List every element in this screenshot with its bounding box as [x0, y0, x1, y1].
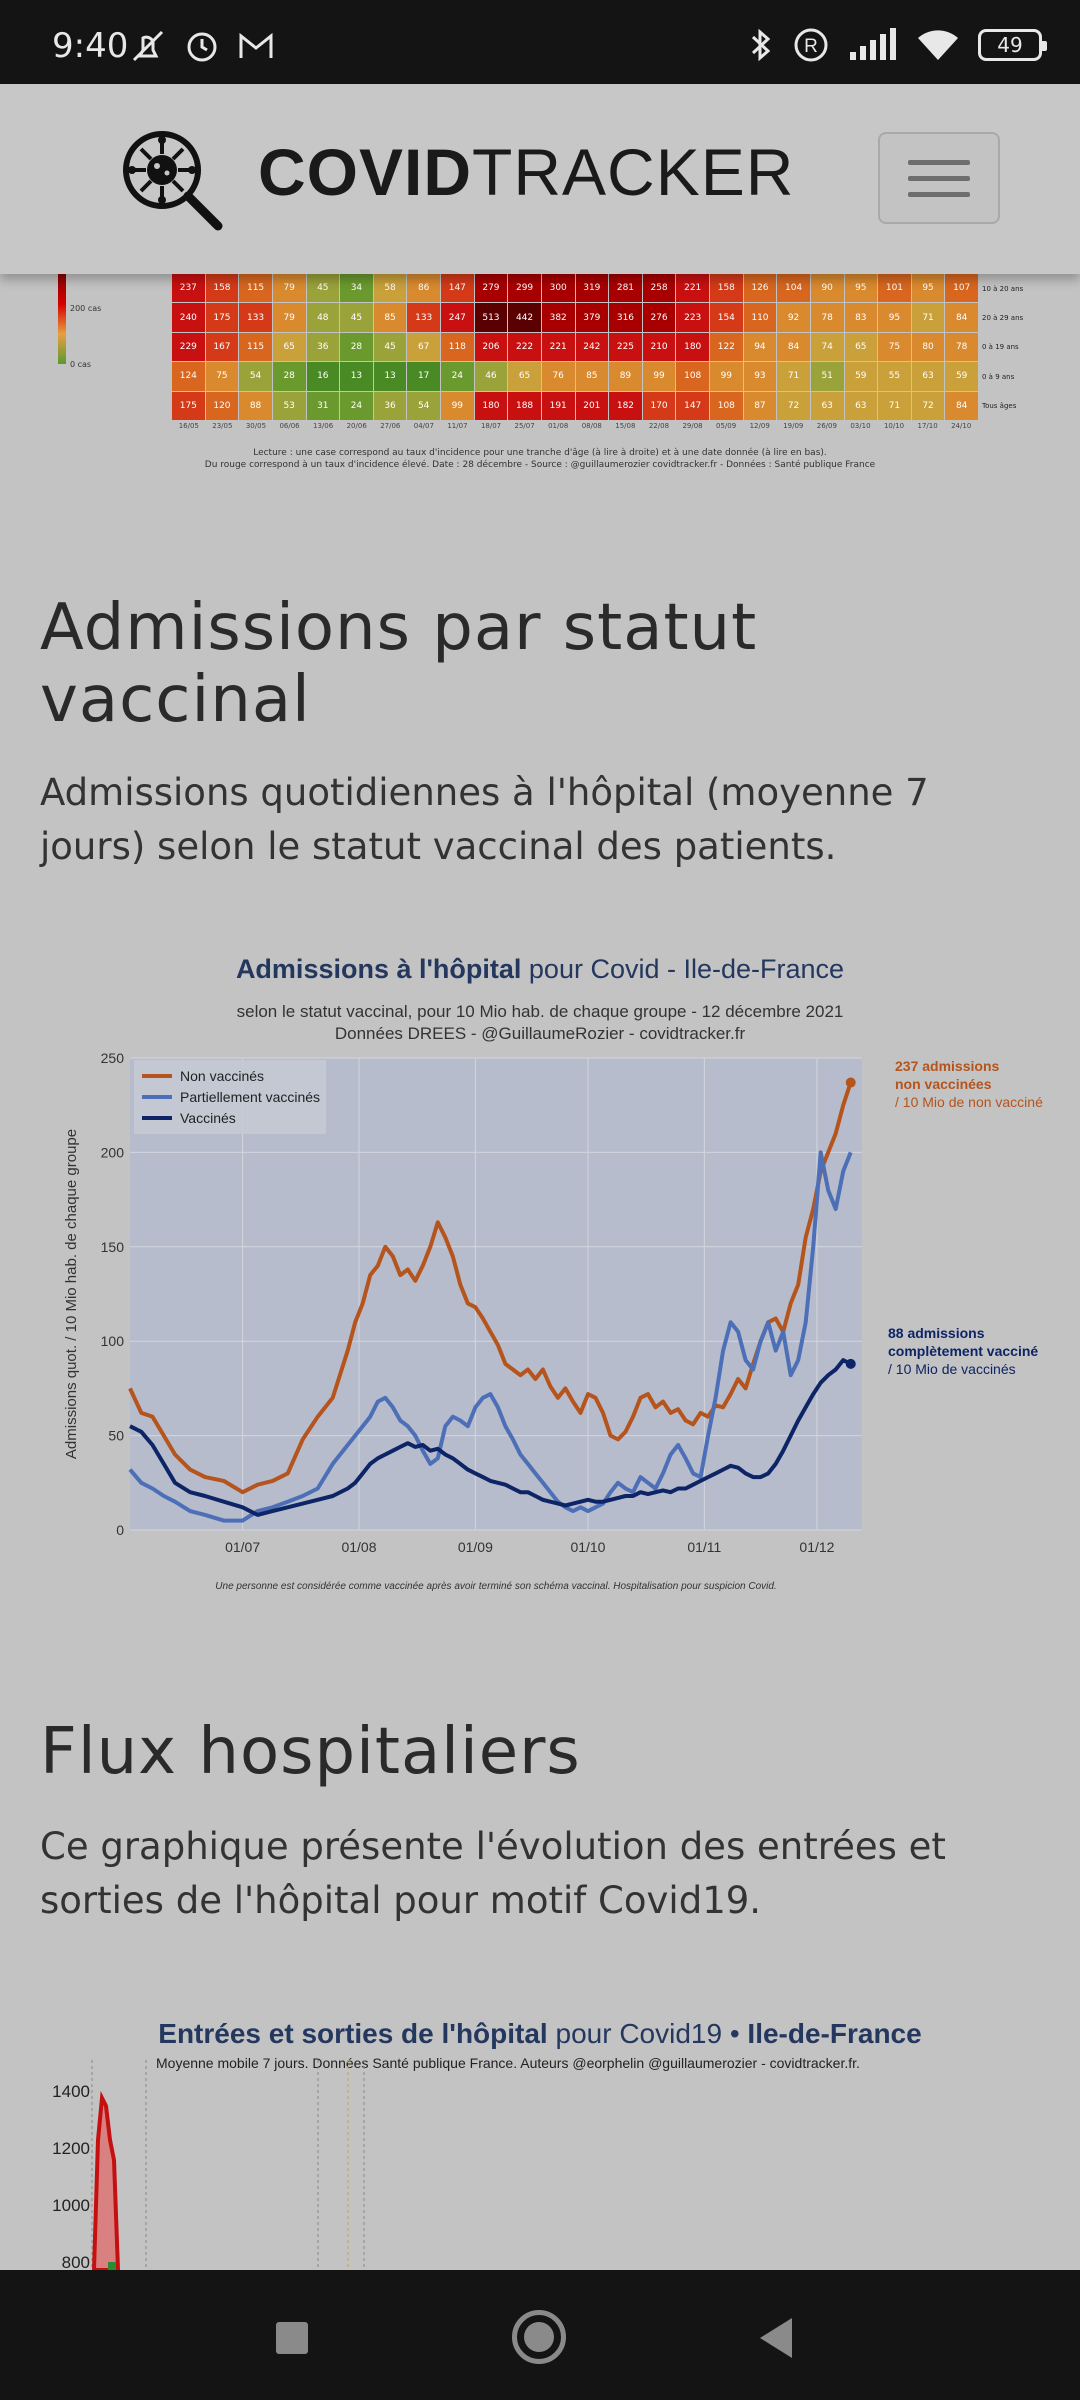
- heatmap-cell: 442: [508, 303, 541, 331]
- flux-marker: [108, 2262, 116, 2270]
- heatmap-cell: 170: [643, 392, 676, 420]
- heatmap-row-label: 0 à 9 ans: [982, 372, 1015, 381]
- heatmap-date-label: 05/09: [716, 422, 737, 430]
- heatmap-date-label: 19/09: [783, 422, 804, 430]
- heatmap-cell: 299: [508, 274, 541, 302]
- heatmap-row-label: 20 à 29 ans: [982, 314, 1024, 323]
- heatmap-cell: 258: [643, 274, 676, 302]
- svg-text:R: R: [804, 36, 818, 57]
- status-bar: [0, 0, 1080, 84]
- heatmap-cell: 180: [676, 333, 709, 361]
- heatmap-date-label: 06/06: [279, 422, 300, 430]
- chart-admissions-title-bold: Admissions à l'hôpital: [235, 954, 522, 984]
- chart-flux-title-bold: Entrées et sorties de l'hôpital: [158, 2018, 548, 2049]
- heatmap-cell: 221: [676, 274, 709, 302]
- x-tick-label: 01/09: [457, 1539, 493, 1555]
- heatmap-cell: 63: [845, 392, 878, 420]
- heatmap-cell: 281: [609, 274, 642, 302]
- heatmap-cell: 75: [878, 333, 911, 361]
- chart-admissions-note: Une personne est considérée comme vaccinée après avoir terminé son schéma vaccinal. Hospitalisation pour suspicion Covid.: [215, 1581, 777, 1592]
- heatmap-cell: 99: [441, 392, 474, 420]
- x-tick-labels: [225, 1539, 835, 1555]
- heatmap-cell: 34: [340, 274, 373, 302]
- heatmap-cell: 110: [744, 303, 777, 331]
- heatmap-dates: [172, 422, 978, 430]
- y-tick-label: 150: [100, 1238, 124, 1255]
- heatmap-cell: 51: [811, 362, 844, 390]
- heatmap-date-label: 17/10: [917, 422, 938, 430]
- heatmap-cell: 247: [441, 303, 474, 331]
- x-tick-label: 01/12: [799, 1539, 835, 1555]
- brand-logo-text[interactable]: [258, 134, 794, 210]
- heatmap-cell: 54: [239, 362, 272, 390]
- section-paragraph-flux: Ce graphique présente l'évolution des entrées et sorties de l'hôpital pour motif Covid19.: [40, 1825, 946, 1922]
- section-title-admissions: [40, 592, 757, 736]
- heatmap-cell: 133: [239, 303, 272, 331]
- heatmap-date-label: 23/05: [212, 422, 233, 430]
- heatmap-cell: 95: [845, 274, 878, 302]
- heatmap-cell: 115: [239, 333, 272, 361]
- annotation-vax-2: complètement vacciné: [888, 1343, 1039, 1359]
- virus-magnifier-icon[interactable]: [118, 126, 224, 232]
- bluetooth-icon: [748, 27, 774, 63]
- heatmap-date-label: 10/10: [883, 422, 905, 430]
- heatmap-cell: 74: [811, 333, 844, 361]
- chart-flux-title-region: Ile-de-France: [747, 2018, 922, 2049]
- heatmap-cell: 86: [407, 274, 440, 302]
- heatmap-cell: 78: [945, 333, 978, 361]
- heatmap-cell: 87: [744, 392, 777, 420]
- brand-light: TRACKER: [472, 135, 795, 209]
- heatmap-cell: 84: [777, 333, 810, 361]
- incidence-heatmap: [0, 274, 1080, 494]
- menu-bar-1: [908, 160, 970, 165]
- hamburger-menu-icon[interactable]: [878, 132, 1000, 224]
- heatmap-cell: 300: [542, 274, 575, 302]
- heatmap-cell: 46: [475, 362, 508, 390]
- battery-level: 49: [997, 33, 1023, 57]
- heatmap-cell: 222: [508, 333, 541, 361]
- legend-label-partial: Partiellement vaccinés: [180, 1089, 321, 1105]
- flux-ytick-1200: 1200: [52, 2139, 90, 2158]
- heatmap-cell: 59: [845, 362, 878, 390]
- heatmap-cell: 122: [710, 333, 743, 361]
- site-header: [0, 84, 1080, 274]
- x-tick-label: 01/10: [570, 1539, 606, 1555]
- heatmap-date-label: 24/10: [951, 422, 972, 430]
- heatmap-cell: 147: [441, 274, 474, 302]
- heatmap-date-label: 15/08: [615, 422, 636, 430]
- status-time: 9:40: [52, 26, 129, 66]
- admissions-line-chart: [0, 1040, 1080, 1610]
- heatmap-cell: 31: [307, 392, 340, 420]
- heatmap-cell: 99: [710, 362, 743, 390]
- heatmap-cell: 107: [945, 274, 978, 302]
- gmail-icon: [236, 28, 276, 64]
- back-icon[interactable]: [760, 2318, 792, 2358]
- heatmap-cell: 175: [172, 392, 205, 420]
- annotation-vax-3: / 10 Mio de vaccinés: [888, 1361, 1016, 1377]
- heatmap-date-label: 08/08: [581, 422, 602, 430]
- heatmap-date-label: 18/07: [480, 422, 502, 430]
- heatmap-cell: 71: [878, 392, 911, 420]
- series-endpoint-2: [846, 1359, 856, 1369]
- heatmap-cell: 101: [878, 274, 911, 302]
- heatmap-cell: 319: [576, 274, 609, 302]
- heatmap-cell: 126: [744, 274, 777, 302]
- heatmap-date-label: 01/08: [548, 422, 569, 430]
- heatmap-cell: 279: [475, 274, 508, 302]
- heatmap-date-label: 26/09: [816, 422, 837, 430]
- heatmap-cell: 65: [845, 333, 878, 361]
- annotation-nonvax-1: 237 admissions: [895, 1058, 1000, 1074]
- heatmap-cell: 84: [945, 303, 978, 331]
- chart-admissions-title: [0, 954, 1080, 985]
- heatmap-cell: 45: [374, 333, 407, 361]
- heatmap-cell: 513: [475, 303, 508, 331]
- heatmap-date-label: 27/06: [380, 422, 401, 430]
- heatmap-cell: 223: [676, 303, 709, 331]
- heatmap-cell: 108: [676, 362, 709, 390]
- heatmap-cell: 13: [340, 362, 373, 390]
- annotation-nonvax-3: / 10 Mio de non vacciné: [895, 1094, 1043, 1110]
- heatmap-cell: 36: [307, 333, 340, 361]
- heatmap-cell: 180: [475, 392, 508, 420]
- heatmap-date-label: 20/06: [346, 422, 367, 430]
- heatmap-cell: 54: [407, 392, 440, 420]
- heatmap-cell: 108: [710, 392, 743, 420]
- heatmap-legend-top: 200 cas: [70, 304, 102, 313]
- heatmap-row-label: Tous âges: [982, 401, 1017, 410]
- series-endpoint-0: [846, 1078, 856, 1088]
- heatmap-cell: 237: [172, 274, 205, 302]
- wifi-icon: [916, 28, 960, 62]
- heatmap-cell: 59: [945, 362, 978, 390]
- registered-icon: [792, 26, 830, 64]
- heatmap-cell: 28: [340, 333, 373, 361]
- heatmap-cell: 24: [340, 392, 373, 420]
- x-tick-label: 01/11: [687, 1539, 722, 1555]
- heatmap-note-line1: Lecture : une case correspond au taux d'incidence pour une tranche d'âge (à lire à droite) et à une date donnée (à lire en bas).: [253, 448, 827, 458]
- heatmap-cell: 154: [710, 303, 743, 331]
- flux-ytick-1400: 1400: [52, 2082, 90, 2101]
- heatmap-cell: 48: [307, 303, 340, 331]
- chart-admissions-subtitle2: Données DREES - @GuillaumeRozier - covidtracker.fr: [334, 1024, 746, 1043]
- legend-label-nonvax: Non vaccinés: [180, 1068, 265, 1084]
- annotation-nonvax-2: non vaccinées: [895, 1076, 992, 1092]
- heatmap-cell: 229: [172, 333, 205, 361]
- heatmap-cell: 99: [643, 362, 676, 390]
- heatmap-date-label: 04/07: [413, 422, 434, 430]
- alarm-icon: [182, 28, 222, 64]
- section-title-admissions-line2: vaccinal: [40, 663, 311, 737]
- heatmap-cell: 71: [912, 303, 945, 331]
- heatmap-cell: 79: [273, 274, 306, 302]
- heatmap-cell: 93: [744, 362, 777, 390]
- heatmap-cell: 76: [542, 362, 575, 390]
- heatmap-cell: 83: [845, 303, 878, 331]
- heatmap-cell: 89: [609, 362, 642, 390]
- heatmap-cell: 36: [374, 392, 407, 420]
- heatmap-cell: 72: [912, 392, 945, 420]
- heatmap-cell: 167: [206, 333, 239, 361]
- flux-chart: [0, 2050, 1080, 2270]
- heatmap-cell: 242: [576, 333, 609, 361]
- heatmap-cell: 104: [777, 274, 810, 302]
- status-right-icons: [748, 26, 1042, 64]
- flux-ytick-1000: 1000: [52, 2196, 90, 2215]
- heatmap-legend-bottom: 0 cas: [70, 360, 92, 369]
- y-tick-label: 200: [100, 1144, 124, 1161]
- heatmap-cell: 115: [239, 274, 272, 302]
- heatmap-cell: 85: [576, 362, 609, 390]
- section-paragraph-admissions: Admissions quotidiennes à l'hôpital (moyenne 7 jours) selon le statut vaccinal des patients.: [40, 771, 929, 868]
- heatmap-cell: 79: [273, 303, 306, 331]
- heatmap-cell: 63: [912, 362, 945, 390]
- section-title-admissions-line1: Admissions par statut: [40, 591, 758, 665]
- heatmap-date-label: 22/08: [648, 422, 670, 430]
- heatmap-note-line2: Du rouge correspond à un taux d'incidence élevé. Date : 28 décembre - Source : @guillaumerozier covidtracker.fr - Données : Santé publique France: [204, 460, 876, 470]
- flux-area-entries: [94, 2098, 118, 2270]
- heatmap-cell: 88: [239, 392, 272, 420]
- heatmap-date-label: 25/07: [514, 422, 535, 430]
- heatmap-cell: 53: [273, 392, 306, 420]
- heatmap-grid: [172, 274, 978, 420]
- heatmap-cell: 95: [912, 274, 945, 302]
- heatmap-cell: 191: [542, 392, 575, 420]
- heatmap-cell: 45: [340, 303, 373, 331]
- heatmap-cell: 78: [811, 303, 844, 331]
- chart-flux-title-rest: pour Covid19 •: [547, 2018, 748, 2049]
- menu-bar-3: [908, 192, 970, 197]
- heatmap-cell: 45: [307, 274, 340, 302]
- android-nav-bar: [0, 2270, 1080, 2400]
- heatmap-cell: 379: [576, 303, 609, 331]
- heatmap-cell: 55: [878, 362, 911, 390]
- heatmap-cell: 118: [441, 333, 474, 361]
- heatmap-cell: 28: [273, 362, 306, 390]
- chart-admissions-subtitle1: selon le statut vaccinal, pour 10 Mio hab. de chaque groupe - 12 décembre 2021: [236, 1002, 844, 1021]
- chart-legend: [134, 1060, 326, 1134]
- heatmap-date-label: 16/05: [178, 422, 199, 430]
- heatmap-date-label: 30/05: [245, 422, 267, 430]
- heatmap-cell: 65: [508, 362, 541, 390]
- heatmap-cell: 67: [407, 333, 440, 361]
- heatmap-cell: 158: [710, 274, 743, 302]
- battery-icon: [978, 29, 1042, 61]
- heatmap-cell: 90: [811, 274, 844, 302]
- heatmap-cell: 80: [912, 333, 945, 361]
- legend-label-vax: Vaccinés: [180, 1110, 236, 1126]
- heatmap-cell: 276: [643, 303, 676, 331]
- heatmap-cell: 201: [576, 392, 609, 420]
- x-tick-label: 01/08: [341, 1539, 377, 1555]
- x-tick-label: 01/07: [225, 1539, 261, 1555]
- chart-flux-title: [0, 2018, 1080, 2050]
- heatmap-cell: 17: [407, 362, 440, 390]
- flux-ytick-800: 800: [61, 2253, 90, 2270]
- heatmap-date-label: 12/09: [749, 422, 770, 430]
- heatmap-cell: 72: [777, 392, 810, 420]
- heatmap-cell: 240: [172, 303, 205, 331]
- heatmap-cell: 182: [609, 392, 642, 420]
- heatmap-cell: 95: [878, 303, 911, 331]
- heatmap-row-label: 0 à 19 ans: [982, 343, 1019, 352]
- heatmap-cell: 158: [206, 274, 239, 302]
- heatmap-cell: 382: [542, 303, 575, 331]
- y-tick-label: 0: [116, 1522, 124, 1538]
- heatmap-date-label: 11/07: [447, 422, 468, 430]
- status-left-icons: [128, 28, 276, 64]
- y-tick-label: 250: [100, 1050, 124, 1066]
- heatmap-cell: 63: [811, 392, 844, 420]
- heatmap-cell: 316: [609, 303, 642, 331]
- heatmap-cell: 210: [643, 333, 676, 361]
- heatmap-cell: 188: [508, 392, 541, 420]
- heatmap-cell: 16: [307, 362, 340, 390]
- heatmap-cell: 75: [206, 362, 239, 390]
- y-tick-label: 100: [100, 1333, 124, 1350]
- heatmap-cell: 120: [206, 392, 239, 420]
- heatmap-row-label: 10 à 20 ans: [982, 285, 1024, 293]
- heatmap-cell: 175: [206, 303, 239, 331]
- heatmap-date-label: 03/10: [850, 422, 871, 430]
- home-icon[interactable]: [512, 2310, 566, 2364]
- brand-bold: COVID: [258, 135, 473, 209]
- heatmap-cell: 85: [374, 303, 407, 331]
- heatmap-cell: 13: [374, 362, 407, 390]
- heatmap-cell: 24: [441, 362, 474, 390]
- menu-bar-2: [908, 176, 970, 181]
- mute-icon: [128, 28, 168, 64]
- y-axis-label: Admissions quot. / 10 Mio hab. de chaque groupe: [63, 1128, 80, 1460]
- heatmap-cell: 133: [407, 303, 440, 331]
- heatmap-cell: 92: [777, 303, 810, 331]
- heatmap-cell: 206: [475, 333, 508, 361]
- section-title-flux: Flux hospitaliers: [40, 1715, 581, 1789]
- chart-admissions-title-rest: pour Covid - Ile-de-France: [521, 954, 845, 984]
- heatmap-cell: 65: [273, 333, 306, 361]
- heatmap-cell: 225: [609, 333, 642, 361]
- heatmap-cell: 71: [777, 362, 810, 390]
- y-tick-labels: [101, 1050, 125, 1538]
- heatmap-cell: 124: [172, 362, 205, 390]
- heatmap-cell: 84: [945, 392, 978, 420]
- heatmap-cell: 94: [744, 333, 777, 361]
- heatmap-date-label: 29/08: [682, 422, 703, 430]
- annotation-vax-1: 88 admissions: [888, 1325, 985, 1341]
- signal-icon: [848, 28, 898, 62]
- heatmap-cell: 58: [374, 274, 407, 302]
- y-tick-label: 50: [108, 1427, 124, 1444]
- heatmap-cell: 147: [676, 392, 709, 420]
- heatmap-cell: 221: [542, 333, 575, 361]
- recents-icon[interactable]: [276, 2322, 308, 2354]
- heatmap-color-scale: [58, 274, 66, 364]
- heatmap-date-label: 13/06: [313, 422, 334, 430]
- chart-flux-subtitle: Moyenne mobile 7 jours. Données Santé publique France. Auteurs @eorphelin @guillaumerozier - covidtracker.fr.: [156, 2055, 860, 2071]
